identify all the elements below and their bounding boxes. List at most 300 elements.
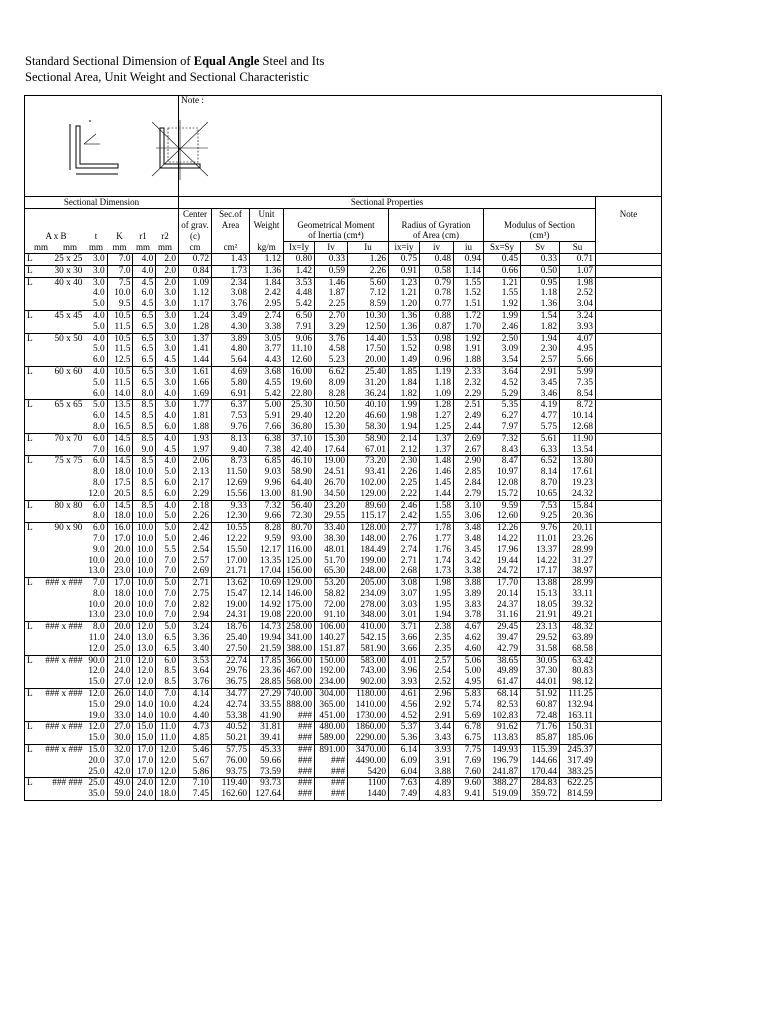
value-cell: 17.17 (521, 566, 560, 577)
value-cell: 7.0 (156, 556, 179, 567)
value-cell: 10.0 (84, 556, 107, 567)
table-row (25, 478, 662, 489)
value-cell: 132.94 (560, 700, 596, 711)
value-cell: 8.5 (133, 433, 156, 444)
size-cell (36, 756, 85, 767)
value-cell: 106.00 (315, 622, 348, 633)
value-cell: 17.0 (133, 767, 156, 778)
value-cell: 26.0 (107, 689, 133, 700)
table-row (25, 677, 662, 688)
size-cell: ### x ### (36, 655, 85, 666)
value-cell: ### (315, 756, 348, 767)
value-cell: 743.00 (348, 666, 389, 677)
value-cell: ### (315, 778, 348, 789)
value-cell: 11.5 (107, 378, 133, 389)
note-cell (596, 633, 662, 644)
note-cell (596, 322, 662, 333)
value-cell: 0.72 (179, 253, 212, 265)
value-cell: 5.75 (521, 422, 560, 433)
value-cell: 12.30 (212, 511, 250, 522)
value-cell: 5.61 (521, 433, 560, 444)
value-cell: 150.00 (315, 655, 348, 666)
value-cell: 30.05 (521, 655, 560, 666)
value-cell: 17.0 (133, 745, 156, 756)
value-cell: 3.0 (84, 253, 107, 265)
value-cell: 2.52 (560, 288, 596, 299)
table-row (25, 655, 662, 666)
table-row (25, 333, 662, 344)
row-marker (25, 666, 36, 677)
table-row (25, 556, 662, 567)
size-cell (36, 600, 85, 611)
value-cell: 115.17 (348, 511, 389, 522)
value-cell: 31.20 (348, 378, 389, 389)
value-cell: 2.74 (250, 310, 284, 321)
value-cell: 12.69 (212, 478, 250, 489)
value-cell: 163.11 (560, 711, 596, 722)
value-cell: 24.0 (133, 778, 156, 789)
value-cell: 34.77 (212, 689, 250, 700)
note-spacer (596, 242, 662, 254)
value-cell: 1.87 (315, 288, 348, 299)
value-cell: 90.0 (84, 655, 107, 666)
value-cell: 6.5 (133, 333, 156, 344)
value-cell: 891.00 (315, 745, 348, 756)
value-cell: 192.00 (315, 666, 348, 677)
value-cell: 6.91 (212, 389, 250, 400)
value-cell: 7.0 (84, 534, 107, 545)
value-cell: 93.73 (250, 778, 284, 789)
title-line1-bold: Equal Angle (193, 54, 260, 68)
value-cell: 2.51 (454, 400, 484, 411)
sectional-properties-header: Sectional Properties (179, 197, 596, 209)
value-cell: 1.81 (179, 411, 212, 422)
dim-unit-label: mm (135, 241, 150, 252)
value-cell: 5.00 (250, 400, 284, 411)
value-cell: 2.34 (212, 277, 250, 288)
row-marker (25, 389, 36, 400)
value-cell: 115.39 (521, 745, 560, 756)
value-cell: 258.00 (284, 622, 315, 633)
value-cell: 2.57 (420, 655, 454, 666)
value-cell: 3.42 (454, 556, 484, 567)
value-cell: 2.13 (179, 467, 212, 478)
angle-profile-drawing (70, 120, 118, 174)
value-cell: 37.0 (107, 756, 133, 767)
value-cell: 1.76 (420, 545, 454, 556)
value-cell: 11.01 (521, 534, 560, 545)
value-cell: 3.08 (389, 578, 420, 589)
value-cell: 24.32 (560, 489, 596, 500)
header-row-5 (25, 242, 662, 254)
value-cell: 53.38 (212, 711, 250, 722)
value-cell: 4.5 (133, 299, 156, 310)
value-cell: 0.45 (484, 253, 521, 265)
value-cell: 284.83 (521, 778, 560, 789)
value-cell: 29.40 (284, 411, 315, 422)
value-cell: 16.5 (107, 422, 133, 433)
value-cell: 5.86 (179, 767, 212, 778)
value-cell: 2.68 (389, 566, 420, 577)
value-cell: 199.00 (348, 556, 389, 567)
dim-unit-label: mm (88, 241, 103, 252)
row-marker (25, 411, 36, 422)
value-cell: 49.89 (484, 666, 521, 677)
value-cell: 2.22 (389, 489, 420, 500)
value-cell: 67.01 (348, 445, 389, 456)
value-cell: 6.0 (84, 411, 107, 422)
size-cell (36, 644, 85, 655)
value-cell: 1.55 (484, 288, 521, 299)
value-cell: 24.72 (484, 566, 521, 577)
note-cell (596, 534, 662, 545)
value-cell: 2.32 (454, 378, 484, 389)
value-cell: 5.66 (560, 355, 596, 366)
value-cell: 12.0 (133, 666, 156, 677)
value-cell: 3.66 (389, 633, 420, 644)
value-cell: 3.93 (560, 322, 596, 333)
value-cell: 34.50 (315, 489, 348, 500)
value-cell: 14.5 (107, 411, 133, 422)
value-cell: 4.55 (250, 378, 284, 389)
value-cell: 24.0 (133, 789, 156, 800)
value-cell: 2.84 (454, 478, 484, 489)
value-cell: 2.74 (389, 545, 420, 556)
value-cell: 0.48 (420, 253, 454, 265)
value-cell: 0.98 (420, 333, 454, 344)
table-row (25, 589, 662, 600)
modulus-header-sub: Su (560, 242, 596, 254)
value-cell: 10.0 (133, 610, 156, 621)
value-cell: 2.35 (420, 633, 454, 644)
value-cell: 8.5 (133, 422, 156, 433)
value-cell: 3.78 (454, 610, 484, 621)
value-cell: 10.5 (107, 366, 133, 377)
value-cell: 7.0 (156, 600, 179, 611)
size-cell (36, 378, 85, 389)
row-marker: L (25, 745, 36, 756)
value-cell: 156.00 (284, 566, 315, 577)
table-row (25, 756, 662, 767)
value-cell: 5.0 (156, 511, 179, 522)
value-cell: 128.00 (348, 523, 389, 534)
row-marker (25, 767, 36, 778)
value-cell: 3.48 (454, 523, 484, 534)
value-cell: 16.00 (284, 366, 315, 377)
note-cell (596, 310, 662, 321)
value-cell: 11.0 (156, 722, 179, 733)
value-cell: 1.84 (250, 277, 284, 288)
value-cell: 1.25 (420, 422, 454, 433)
note-cell (596, 578, 662, 589)
radius-header-sub: iu (454, 242, 484, 254)
value-cell: 13.0 (133, 644, 156, 655)
note-cell (596, 288, 662, 299)
value-cell: 25.30 (284, 400, 315, 411)
value-cell: 480.00 (315, 722, 348, 733)
value-cell: 38.30 (315, 534, 348, 545)
value-cell: 7.45 (179, 789, 212, 800)
value-cell: 14.73 (250, 622, 284, 633)
row-marker (25, 511, 36, 522)
note-cell (596, 411, 662, 422)
value-cell: 6.38 (250, 433, 284, 444)
geo-moment-header-sub: Iu (348, 242, 389, 254)
value-cell: 2.69 (179, 566, 212, 577)
value-cell: 12.0 (156, 745, 179, 756)
value-cell: 23.36 (250, 666, 284, 677)
note-cell (596, 767, 662, 778)
value-cell: 9.76 (521, 523, 560, 534)
value-cell: 6.0 (156, 422, 179, 433)
value-cell: 2.26 (348, 265, 389, 277)
value-cell: 4.0 (133, 253, 156, 265)
value-cell: 1.94 (389, 422, 420, 433)
value-cell: 1.77 (420, 534, 454, 545)
value-cell: 3.66 (389, 644, 420, 655)
size-cell: ### x ### (36, 689, 85, 700)
value-cell: 3.01 (389, 610, 420, 621)
value-cell: 8.5 (156, 677, 179, 688)
dim-col-label: r1 (139, 230, 147, 241)
value-cell: 2.29 (454, 389, 484, 400)
value-cell: 0.66 (484, 265, 521, 277)
value-cell: 8.09 (315, 378, 348, 389)
value-cell: 6.27 (484, 411, 521, 422)
table-row (25, 400, 662, 411)
value-cell: 4.61 (389, 689, 420, 700)
value-cell: 3.68 (250, 366, 284, 377)
value-cell: 1.92 (484, 299, 521, 310)
size-cell (36, 389, 85, 400)
note-cell (596, 545, 662, 556)
note-cell (596, 277, 662, 288)
size-cell (36, 633, 85, 644)
value-cell: 4.0 (156, 500, 179, 511)
table-row (25, 433, 662, 444)
size-cell (36, 789, 85, 800)
row-marker: L (25, 689, 36, 700)
value-cell: 9.59 (250, 534, 284, 545)
value-cell: 18.76 (212, 622, 250, 633)
value-cell: 17.96 (484, 545, 521, 556)
value-cell: 6.52 (521, 456, 560, 467)
value-cell: 1860.00 (348, 722, 389, 733)
value-cell: 151.87 (315, 644, 348, 655)
value-cell: 89.60 (348, 500, 389, 511)
value-cell: 58.82 (315, 589, 348, 600)
size-cell (36, 344, 85, 355)
value-cell: 116.00 (284, 545, 315, 556)
center-grav-header: cm (179, 242, 212, 254)
note-cell (596, 756, 662, 767)
value-cell: 10.97 (484, 467, 521, 478)
value-cell: 12.0 (133, 655, 156, 666)
value-cell: 29.52 (521, 633, 560, 644)
size-cell (36, 589, 85, 600)
value-cell: 12.0 (84, 722, 107, 733)
note-cell (596, 789, 662, 800)
value-cell: 5.0 (156, 534, 179, 545)
value-cell: 12.68 (560, 422, 596, 433)
value-cell: 27.50 (212, 644, 250, 655)
value-cell: 17.5 (107, 478, 133, 489)
value-cell: 2.94 (179, 610, 212, 621)
size-cell: 40 x 40 (36, 277, 85, 288)
value-cell: 4.95 (560, 344, 596, 355)
value-cell: 27.29 (250, 689, 284, 700)
value-cell: 2.70 (315, 310, 348, 321)
value-cell: 4490.00 (348, 756, 389, 767)
value-cell: 3.08 (212, 288, 250, 299)
value-cell: 27.0 (107, 677, 133, 688)
value-cell: 3.44 (420, 722, 454, 733)
value-cell: 8.43 (484, 445, 521, 456)
note-cell (596, 666, 662, 677)
value-cell: 388.00 (284, 644, 315, 655)
value-cell: 0.77 (420, 299, 454, 310)
value-cell: 14.0 (133, 711, 156, 722)
value-cell: 1.18 (521, 288, 560, 299)
value-cell: 80.83 (560, 666, 596, 677)
value-cell: 38.97 (560, 566, 596, 577)
value-cell: 2.29 (179, 489, 212, 500)
value-cell: 68.58 (560, 644, 596, 655)
value-cell: 1.93 (179, 433, 212, 444)
value-cell: 14.5 (107, 500, 133, 511)
size-cell: 70 x 70 (36, 433, 85, 444)
value-cell: 15.0 (84, 677, 107, 688)
value-cell: 14.22 (484, 534, 521, 545)
value-cell: 44.01 (521, 677, 560, 688)
value-cell: 8.5 (133, 400, 156, 411)
value-cell: 31.58 (521, 644, 560, 655)
value-cell: 1.19 (420, 366, 454, 377)
value-cell: 73.59 (250, 767, 284, 778)
value-cell: 3.36 (179, 633, 212, 644)
value-cell: 17.61 (560, 467, 596, 478)
value-cell: 1100 (348, 778, 389, 789)
value-cell: 113.83 (484, 733, 521, 744)
value-cell: 24.0 (107, 666, 133, 677)
value-cell: 1.36 (389, 322, 420, 333)
value-cell: 0.50 (521, 265, 560, 277)
value-cell: 1.84 (389, 378, 420, 389)
value-cell: 1.43 (212, 253, 250, 265)
radius-header-spacer (389, 208, 484, 219)
value-cell: 37.10 (284, 433, 315, 444)
value-cell: 3470.00 (348, 745, 389, 756)
value-cell: 1.37 (179, 333, 212, 344)
size-cell (36, 610, 85, 621)
value-cell: 3.64 (179, 666, 212, 677)
note-cell (596, 478, 662, 489)
unit-weight-header: Weight (250, 220, 284, 231)
size-cell (36, 299, 85, 310)
value-cell: 5.83 (454, 689, 484, 700)
value-cell: 3.76 (212, 299, 250, 310)
value-cell: 1.44 (179, 355, 212, 366)
value-cell: 2.91 (420, 711, 454, 722)
value-cell: 149.93 (484, 745, 521, 756)
value-cell: 5.0 (156, 578, 179, 589)
table-row (25, 700, 662, 711)
value-cell: 8.54 (560, 389, 596, 400)
value-cell: 0.33 (315, 253, 348, 265)
value-cell: 8.28 (250, 523, 284, 534)
value-cell: 17.04 (250, 566, 284, 577)
value-cell: 4.19 (521, 400, 560, 411)
note-cell (596, 456, 662, 467)
note-col-spacer (596, 197, 662, 209)
value-cell: 15.0 (84, 745, 107, 756)
value-cell: ### (284, 778, 315, 789)
value-cell: ### (315, 789, 348, 800)
value-cell: 5.99 (560, 366, 596, 377)
value-cell: 3.88 (420, 767, 454, 778)
value-cell: 1.78 (420, 523, 454, 534)
value-cell: 15.13 (521, 589, 560, 600)
value-cell: 102.00 (348, 478, 389, 489)
value-cell: 2.85 (454, 467, 484, 478)
dim-unit-labels (27, 242, 176, 253)
value-cell: 5420 (348, 767, 389, 778)
value-cell: 10.0 (133, 578, 156, 589)
value-cell: 2.42 (179, 523, 212, 534)
value-cell: 11.5 (107, 344, 133, 355)
row-marker: L (25, 400, 36, 411)
value-cell: 51.70 (315, 556, 348, 567)
value-cell: 12.08 (484, 478, 521, 489)
value-cell: 2.90 (454, 456, 484, 467)
value-cell: 65.30 (315, 566, 348, 577)
value-cell: 8.5 (133, 456, 156, 467)
value-cell: 40.10 (348, 400, 389, 411)
value-cell: 3.43 (420, 733, 454, 744)
value-cell: 1.88 (454, 355, 484, 366)
value-cell: 9.0 (133, 445, 156, 456)
value-cell: 4.85 (179, 733, 212, 744)
row-marker: L (25, 265, 36, 277)
row-marker (25, 589, 36, 600)
value-cell: 451.00 (315, 711, 348, 722)
value-cell: 21.59 (250, 644, 284, 655)
value-cell: 1.36 (521, 299, 560, 310)
value-cell: 3.45 (521, 378, 560, 389)
value-cell: 19.60 (284, 378, 315, 389)
size-cell: 80 x 80 (36, 500, 85, 511)
value-cell: 6.09 (389, 756, 420, 767)
value-cell: 245.37 (560, 745, 596, 756)
value-cell: 7.32 (250, 500, 284, 511)
value-cell: 11.0 (84, 633, 107, 644)
value-cell: 19.00 (212, 600, 250, 611)
value-cell: 8.5 (133, 489, 156, 500)
value-cell: 175.00 (284, 600, 315, 611)
size-cell (36, 322, 85, 333)
value-cell: 9.5 (107, 299, 133, 310)
value-cell: 31.16 (484, 610, 521, 621)
value-cell: 8.5 (133, 500, 156, 511)
value-cell: 51.92 (521, 689, 560, 700)
value-cell: 1.09 (420, 389, 454, 400)
row-marker (25, 633, 36, 644)
row-marker (25, 545, 36, 556)
value-cell: 13.0 (84, 566, 107, 577)
value-cell: 1.48 (420, 456, 454, 467)
value-cell: 2.75 (179, 589, 212, 600)
value-cell: 3.71 (389, 622, 420, 633)
